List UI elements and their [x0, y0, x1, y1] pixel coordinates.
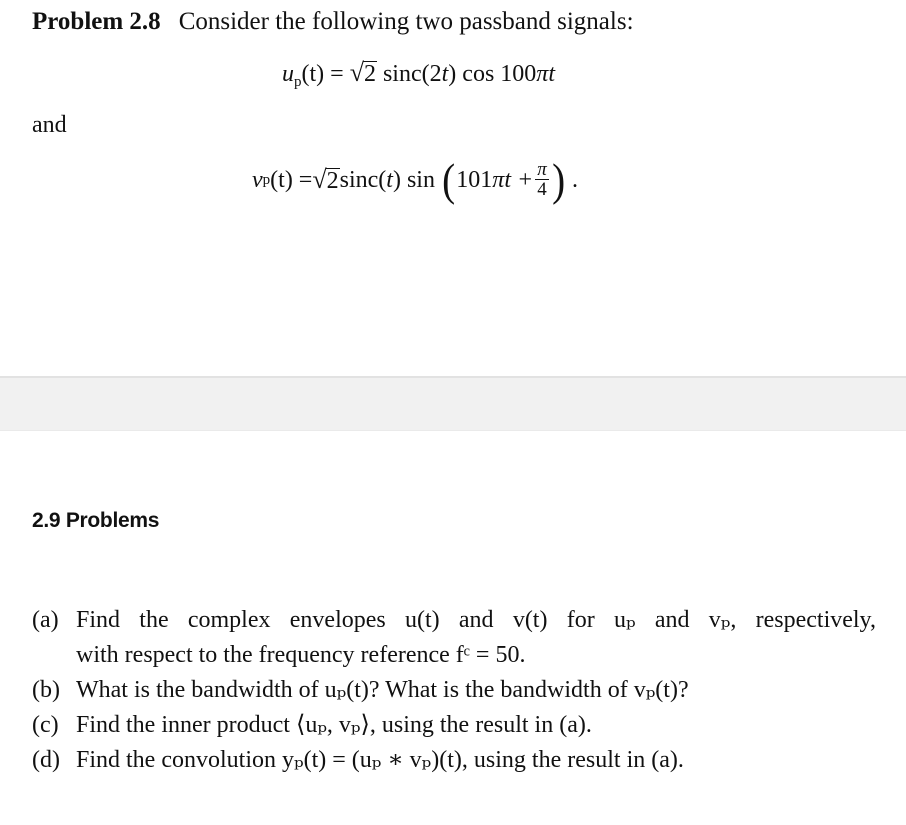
connector-and: and	[32, 112, 67, 138]
equation-v-sinc: sinc(	[339, 166, 387, 193]
problem-label: Problem 2.8	[32, 8, 161, 35]
radical-icon: √	[349, 58, 364, 87]
problem-parts	[32, 603, 876, 778]
equation-u-sinc: sinc(2	[376, 61, 442, 87]
part-c-label: (c)	[32, 712, 59, 738]
part-b-label: (b)	[32, 677, 60, 703]
part-b-text: What is the bandwidth of uₚ(t)? What is the bandwidth of vₚ(t)?	[76, 677, 689, 703]
equation-v-pi: π	[492, 166, 505, 193]
part-a-text	[76, 603, 876, 673]
part-a-line2: with respect to the frequency reference fᶜ = 50.	[76, 642, 526, 668]
equation-u-t: t	[441, 61, 449, 87]
problem-intro: Consider the following two passband signals:	[178, 8, 634, 35]
equation-v-inner-tail: t +	[504, 166, 534, 193]
part-b	[32, 673, 876, 708]
equation-u-radicand: 2	[363, 61, 376, 87]
problem-header	[32, 8, 634, 36]
part-d-text: Find the convolution yₚ(t) = (uₚ ∗ vₚ)(t), using the result in (a).	[76, 747, 684, 773]
fraction-denominator: 4	[537, 178, 547, 200]
equation-v	[252, 154, 579, 205]
fraction-pi-over-4	[535, 160, 549, 199]
right-paren-icon: )	[551, 154, 565, 205]
equation-u-arg: (t) =	[301, 61, 350, 87]
equation-u	[282, 58, 555, 91]
equation-v-inner: 101	[456, 166, 493, 193]
part-d	[32, 743, 876, 778]
equation-v-sub: p	[262, 171, 271, 188]
equation-u-lhs: u	[282, 61, 294, 87]
part-a-label: (a)	[32, 607, 59, 633]
fraction-numerator: π	[537, 158, 547, 180]
part-d-label: (d)	[32, 747, 60, 773]
equation-v-arg: (t) =	[270, 166, 313, 193]
radical-icon: √	[312, 165, 327, 194]
page-divider	[0, 376, 906, 431]
equation-u-sub: p	[294, 74, 302, 90]
equation-u-rest: ) cos 100	[448, 61, 537, 87]
equation-v-radicand: 2	[326, 167, 339, 194]
part-c-text: Find the inner product ⟨uₚ, vₚ⟩, using the result in (a).	[76, 712, 592, 738]
equation-v-rest: ) sin	[392, 166, 435, 193]
part-a-line1: Find the complex envelopes u(t) and v(t) for uₚ and vₚ, respectively,	[76, 607, 876, 633]
equation-v-lhs: v	[252, 166, 263, 193]
equation-u-pi: π	[536, 61, 549, 87]
section-heading: 2.9 Problems	[32, 509, 160, 532]
equation-v-period: .	[572, 166, 579, 193]
equation-u-tail: t	[548, 61, 555, 87]
left-paren-icon: (	[442, 154, 456, 205]
part-a	[32, 603, 876, 673]
part-c	[32, 708, 876, 743]
equation-v-t: t	[386, 166, 393, 193]
